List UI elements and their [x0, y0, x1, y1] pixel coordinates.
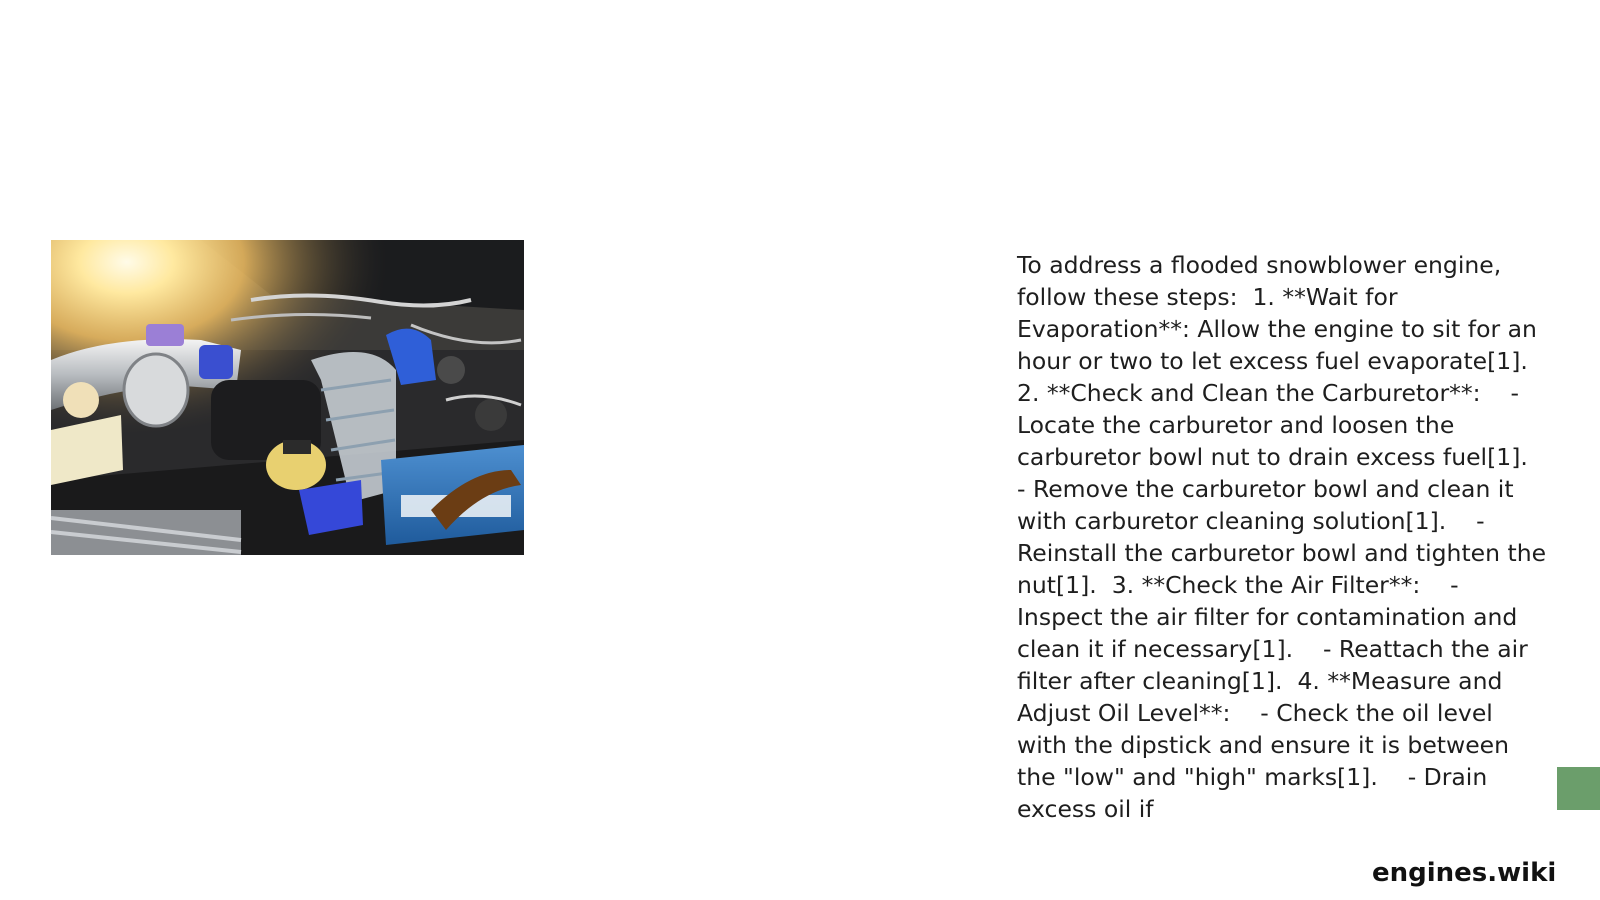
article-body	[1017, 249, 1558, 900]
site-watermark: engines.wiki	[1372, 858, 1557, 888]
article-text: To address a flooded snowblower engine, follow these steps: 1. **Wait for Evaporation**: Allow the engine to sit for an hour or two to let excess fuel evaporate[1]. 2. **Check and Clean the Carburetor**: - Locate the carburetor and loosen the carburetor bowl nut to drain excess fuel[1]. - Remove the carburetor bowl and clean it with carburetor cleaning solution[1]. - Reinstall the carburetor bowl and tighten the nut[1]. 3. **Check the Air Filter**: - Inspect the air filter for contamination and clean it if necessary[1]. - Reattach the air filter after cleaning[1]. 4. **Measure and Adjust Oil Level**: - Check the oil level with the dipstick and ensure it is between the "low" and "high" marks[1]. - Drain excess oil if	[1017, 251, 1558, 823]
side-tab[interactable]	[1557, 767, 1600, 810]
engine-bay-illustration	[51, 240, 524, 555]
engine-photo	[51, 240, 524, 555]
